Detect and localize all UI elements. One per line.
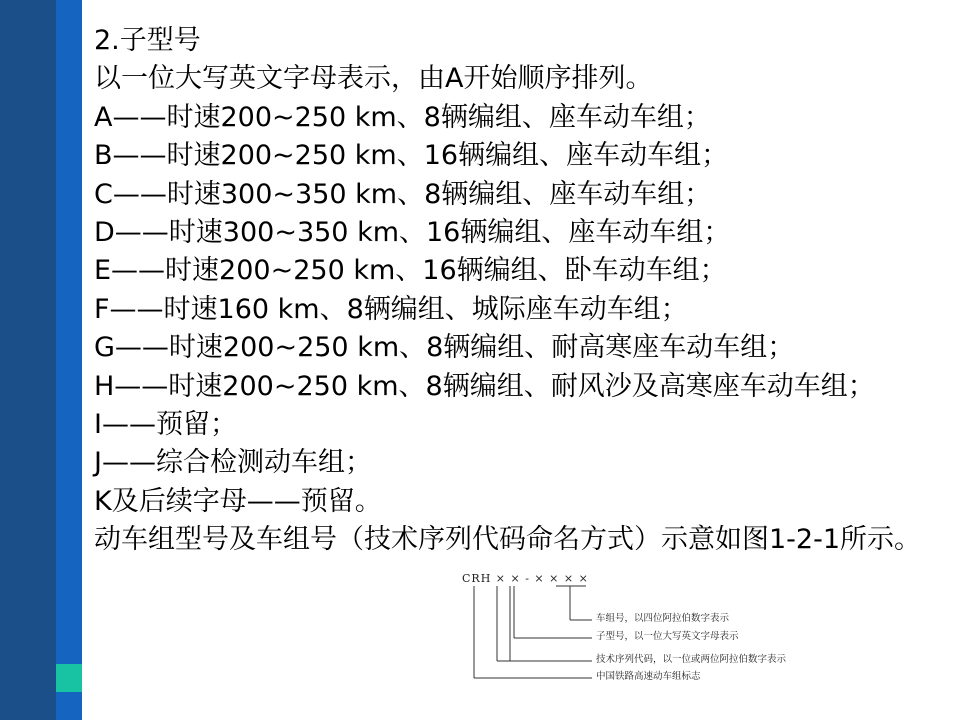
intro-line: 以一位大写英文字母表示，由A开始顺序排列。 bbox=[94, 63, 653, 95]
subtype-j: J——综合检测动车组； bbox=[94, 447, 372, 479]
diagram-code: CRH × × - × × × × bbox=[462, 572, 589, 585]
subtype-f: F——时速160 km、8辆编组、城际座车动车组； bbox=[94, 293, 688, 325]
subtype-h: H——时速200~250 km、8辆编组、耐风沙及高寒座车动车组； bbox=[94, 370, 875, 402]
model-code-diagram bbox=[452, 566, 832, 696]
label-subtype: 子型号，以一位大写英文字母表示 bbox=[596, 631, 739, 642]
subtype-d: D——时速300~350 km、16辆编组、座车动车组； bbox=[94, 216, 731, 248]
sidebar-teal-accent bbox=[56, 664, 82, 692]
subtype-a: A——时速200~250 km、8辆编组、座车动车组； bbox=[94, 101, 711, 133]
sidebar-blue-stripe bbox=[56, 0, 82, 720]
slide-text-body bbox=[94, 22, 956, 559]
subtype-b: B——时速200~250 km、16辆编组、座车动车组； bbox=[94, 140, 729, 172]
subtype-e: E——时速200~250 km、16辆编组、卧车动车组； bbox=[94, 255, 727, 287]
subtype-i: I——预留； bbox=[94, 408, 237, 440]
label-car-number: 车组号，以四位阿拉伯数字表示 bbox=[596, 613, 730, 624]
subtype-g: G——时速200~250 km、8辆编组、耐高寒座车动车组； bbox=[94, 332, 795, 364]
label-tech-code: 技术序列代码，以一位或两位阿拉伯数字表示 bbox=[596, 654, 787, 665]
subtype-k: K及后续字母——预留。 bbox=[94, 485, 382, 517]
figure-reference: 动车组型号及车组号（技术序列代码命名方式）示意如图1-2-1所示。 bbox=[94, 524, 922, 556]
subtype-c: C——时速300~350 km、8辆编组、座车动车组； bbox=[94, 178, 712, 210]
label-crh-mark: 中国铁路高速动车组标志 bbox=[596, 671, 701, 682]
sidebar-dark-stripe bbox=[0, 0, 56, 720]
section-heading: 2.子型号 bbox=[94, 25, 201, 56]
